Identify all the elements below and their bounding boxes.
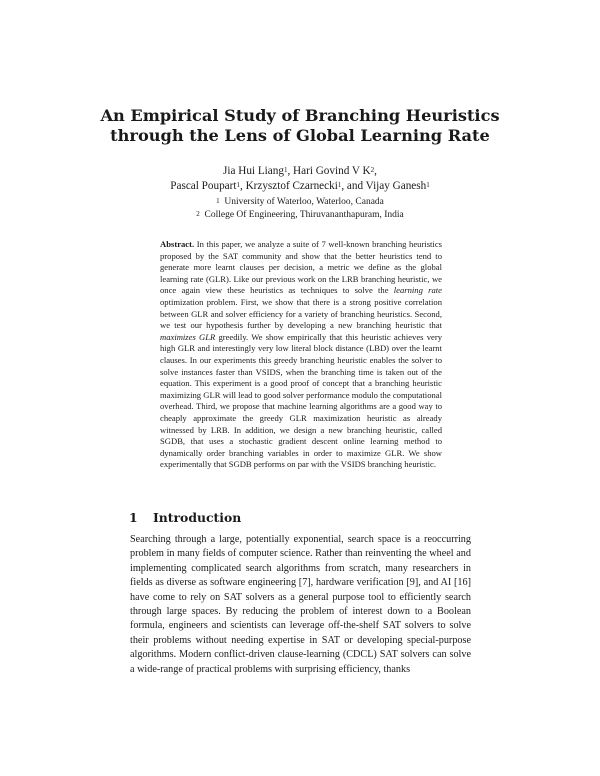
author-affiliation-mark: 1 [236, 181, 240, 189]
author-name: Jia Hui Liang [223, 165, 284, 177]
paper-title-line-1: An Empirical Study of Branching Heuristics [100, 106, 500, 125]
author-separator: , [287, 165, 294, 177]
section-number: 1 [129, 510, 138, 525]
abstract [160, 239, 442, 471]
section-heading [129, 510, 241, 526]
author-name: Krzysztof Czarnecki [245, 180, 338, 192]
author-line-2 [0, 179, 600, 194]
affiliation-mark: 2 [196, 210, 200, 218]
author-affiliation-mark: 1 [426, 181, 430, 189]
author-name: Pascal Poupart [170, 180, 237, 192]
paper-title-line-2: through the Lens of Global Learning Rate [110, 126, 490, 145]
abstract-text: greedily. We show empirically that this heuristic achieves very high GLR and interestingly very low literal block distance (LBD) over the learnt clauses. In our experiments this greedy branching heuristic enables the solver to solve instances faster than VSIDS, when the branching time is taken out of the equation. This experiment is a good proof of concept that a branching heuristic maximizing GLR will lead to good solver performance modulo the computational overhead. Third, we propose that machine learning algorithms are a good way to cheaply approximate the greedy GLR maximization heuristic as already witnessed by LRB. In addition, we design a new branching heuristic, called SGDB, that uses a stochastic gradient descent online learning method to dynamically order branching variables in order to maximize GLR. We show experimentally that SGDB performs on par with the VSIDS branching heuristic. [160, 331, 442, 470]
author-affiliation-mark: 1 [337, 181, 342, 189]
introduction-paragraph: Searching through a large, potentially exponential, search space is a reoccurring problem in many fields of computer science. Rather than reinventing the wheel and implementing complicated search algorithms from scratch, many researchers in fields as diverse as software engineering [7], hardware verification [9], and AI [16] have come to rely on SAT solvers as a general purpose tool to efficiently search through large spaces. By reducing the problem of interest down to a Boolean formula, engineers and scientists can leverage off-the-shelf SAT solvers to solve their problems without needing expertise in SAT or developing special-purpose algorithms. Modern conflict-driven clause-learning (CDCL) SAT solvers can solve a wide-range of practical problems with surprising efficiency, thanks [130, 534, 471, 675]
author-separator: , and [341, 180, 366, 192]
abstract-emphasis: learning rate [393, 285, 442, 296]
author-separator: , [374, 165, 377, 177]
affiliation-text: University of Waterloo, Waterloo, Canada [224, 197, 384, 207]
author-name: Hari Govind V K [293, 165, 371, 177]
abstract-emphasis: maximizes GLR [160, 331, 216, 342]
author-name: Vijay Ganesh [365, 180, 427, 192]
affiliation-mark: 1 [216, 197, 220, 205]
section-title: Introduction [153, 510, 242, 525]
author-affiliation-mark: 2 [370, 166, 375, 174]
affiliation-2 [0, 209, 600, 222]
affiliation-text: College Of Engineering, Thiruvananthapuram, India [204, 210, 404, 220]
author-affiliation-mark: 1 [283, 166, 288, 174]
abstract-label: Abstract. [160, 239, 195, 249]
abstract-text: In this paper, we analyze a suite of 7 well-known branching heuristics proposed by the SAT community and show that the better heuristics tend to generate more learnt clauses per decision, a metric we define as the global learning rate (GLR). Like our previous work on the LRB branching heuristic, we once again view these heuristics as techniques to solve the [160, 239, 442, 296]
author-separator: , [239, 180, 246, 192]
abstract-text: optimization problem. First, we show that there is a strong positive correlation between GLR and solver efficiency for a variety of branching heuristics. Second, we test our hypothesis further by developing a new branching heuristic that [160, 296, 442, 331]
author-line-1 [0, 164, 600, 179]
affiliation-1 [0, 196, 600, 209]
